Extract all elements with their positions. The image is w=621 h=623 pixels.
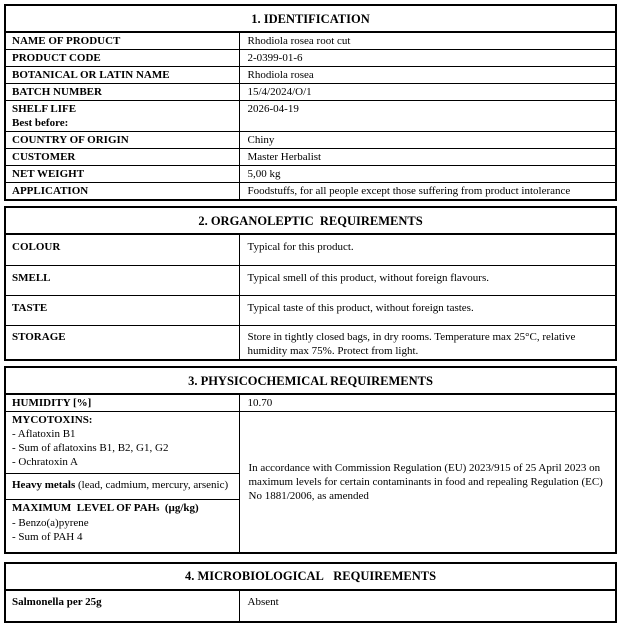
pahs-heading-text: MAXIMUM LEVEL OF PAH	[12, 502, 157, 514]
table-row	[5, 132, 616, 149]
mycotoxins-item: - Ochratoxin A	[12, 456, 78, 468]
table-row	[5, 590, 616, 622]
row-value: 5,00 kg	[239, 166, 616, 183]
row-label: APPLICATION	[5, 183, 239, 201]
table-row	[5, 563, 616, 590]
mycotoxins-heading: MYCOTOXINS:	[12, 414, 93, 426]
mycotoxins-cell	[5, 412, 239, 474]
row-value: Master Herbalist	[239, 149, 616, 166]
table-row	[5, 265, 616, 295]
humidity-label: HUMIDITY [%]	[5, 394, 239, 412]
pahs-item: - Benzo(a)pyrene	[12, 517, 89, 529]
table-row	[5, 412, 616, 474]
pahs-heading	[12, 501, 233, 516]
identification-table	[4, 4, 617, 201]
table-row	[5, 50, 616, 67]
pahs-subscript: s	[156, 504, 160, 513]
row-value: 2-0399-01-6	[239, 50, 616, 67]
table-row	[5, 67, 616, 84]
shelf-life-label: SHELF LIFE	[12, 103, 77, 115]
pahs-unit: (µg/kg)	[159, 502, 199, 514]
section-title-organoleptic: 2. ORGANOLEPTIC REQUIREMENTS	[5, 207, 616, 234]
organoleptic-table	[4, 206, 617, 361]
salmonella-label: Salmonella per 25g	[5, 590, 239, 622]
mycotoxins-item: - Sum of aflatoxins B1, B2, G1, G2	[12, 442, 169, 454]
heavy-metals-detail: (lead, cadmium, mercury, arsenic)	[75, 479, 229, 491]
section-title-microbiological: 4. MICROBIOLOGICAL REQUIREMENTS	[5, 563, 616, 590]
regulation-note: In accordance with Commission Regulation (EU) 2023/915 of 25 April 2023 on maximum levels for certain contaminants in food and repealing Regulation (EC) No 1881/2006, as amended	[239, 412, 616, 553]
table-row	[5, 234, 616, 265]
microbiological-table	[4, 562, 617, 623]
row-value: Typical smell of this product, without foreign flavours.	[239, 265, 616, 295]
row-value: Foodstuffs, for all people except those suffering from product intolerance	[239, 183, 616, 201]
table-row	[5, 367, 616, 394]
table-row	[5, 149, 616, 166]
row-label: BATCH NUMBER	[5, 84, 239, 101]
section-title-identification: 1. IDENTIFICATION	[5, 5, 616, 32]
heavy-metals-label: Heavy metals	[12, 479, 76, 491]
row-value: 2026-04-19	[239, 101, 616, 132]
table-row	[5, 183, 616, 201]
heavy-metals-cell	[5, 474, 239, 500]
pahs-cell	[5, 500, 239, 553]
row-label: BOTANICAL OR LATIN NAME	[5, 67, 239, 84]
row-value: Rhodiola rosea root cut	[239, 32, 616, 50]
row-value: Typical for this product.	[239, 234, 616, 265]
row-label	[5, 101, 239, 132]
table-row	[5, 84, 616, 101]
row-label: PRODUCT CODE	[5, 50, 239, 67]
row-label: NET WEIGHT	[5, 166, 239, 183]
row-label: CUSTOMER	[5, 149, 239, 166]
row-label: TASTE	[5, 295, 239, 325]
row-value: Rhodiola rosea	[239, 67, 616, 84]
row-label: STORAGE	[5, 325, 239, 360]
row-value: Store in tightly closed bags, in dry rooms. Temperature max 25°C, relative humidity max 75%. Protect from light.	[239, 325, 616, 360]
table-row	[5, 101, 616, 132]
table-row	[5, 325, 616, 360]
table-row	[5, 5, 616, 32]
row-value: Typical taste of this product, without foreign tastes.	[239, 295, 616, 325]
row-value: Chiny	[239, 132, 616, 149]
physicochemical-table	[4, 366, 617, 554]
table-row	[5, 207, 616, 234]
salmonella-value: Absent	[239, 590, 616, 622]
row-value: 15/4/2024/O/1	[239, 84, 616, 101]
table-row	[5, 32, 616, 50]
mycotoxins-item: - Aflatoxin B1	[12, 428, 76, 440]
table-row	[5, 166, 616, 183]
section-title-physicochemical: 3. PHYSICOCHEMICAL REQUIREMENTS	[5, 367, 616, 394]
table-row	[5, 394, 616, 412]
row-label: NAME OF PRODUCT	[5, 32, 239, 50]
row-label: COUNTRY OF ORIGIN	[5, 132, 239, 149]
humidity-value: 10.70	[239, 394, 616, 412]
table-row	[5, 295, 616, 325]
best-before-label: Best before:	[12, 117, 69, 129]
pahs-item: - Sum of PAH 4	[12, 531, 83, 543]
row-label: SMELL	[5, 265, 239, 295]
row-label: COLOUR	[5, 234, 239, 265]
